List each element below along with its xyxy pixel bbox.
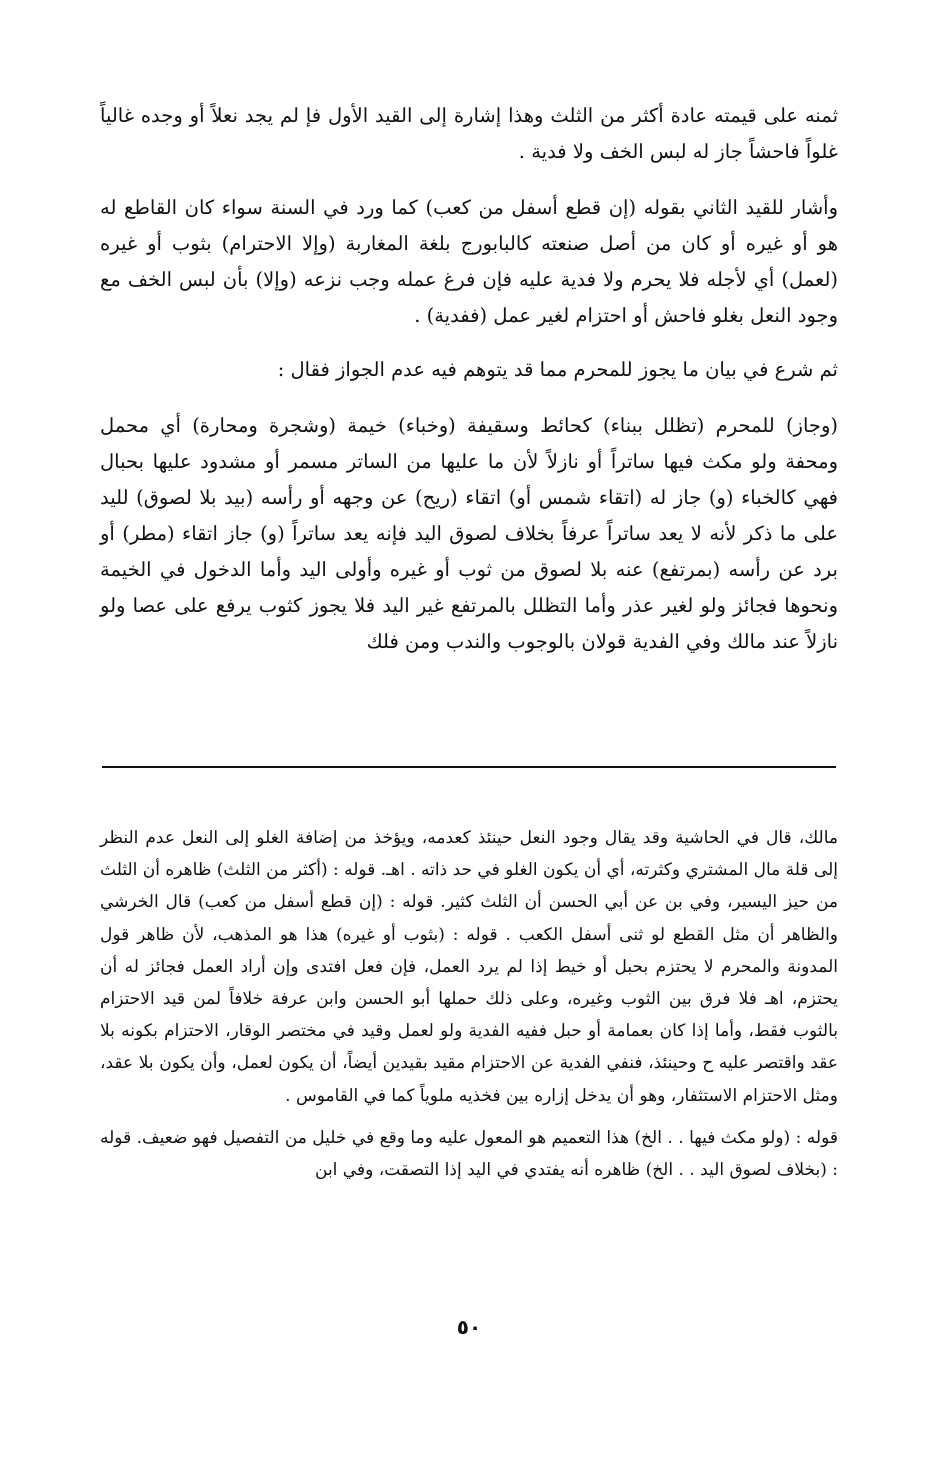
main-text [100,98,838,660]
footnote-divider [102,766,836,768]
main-paragraph: ثم شرع في بيان ما يجوز للمحرم مما قد يتوهم فيه عدم الجواز فقال : [277,358,838,381]
footnote-paragraph: مالك، قال في الحاشية وقد يقال وجود النعل حينئذ كعدمه، ويؤخذ من إضافة الغلو إلى النعل عدم النظر إلى قلة مال المشتري وكثرته، أي أن يكون الغلو في حد ذاته . اهـ. قوله : (أكثر من الثلث) ظاهره أن الثلث من حيز اليسير، وفي بن عن أبي الحسن أن الثلث كثير. قوله : (إن قطع أسفل من كعب) قال الخرشي والظاهر أن مثل القطع لو ثنى أسفل الكعب . قوله : (بثوب أو غيره) هذا هو المذهب، لأن ظاهر قول المدونة والمحرم لا يحتزم بحبل أو خيط إذا لم يرد العمل، فإن فعل افتدى وإن أراد العمل فجائز له أن يحتزم، اهـ فلا فرق بين الثوب وغيره، وعلى ذلك حملها أبو الحسن وابن عرفة خلافاً لمن قيد الاحتزام بالثوب فقط، وأما إذا كان بعمامة أو حبل ففيه الفدية ولو لعمل وقيد في مختصر الوقار، الاحتزام بكونه بلا عقد واقتصر عليه ح وحينئذ، فنفي الفدية عن الاحتزام مقيد بقيدين أيضاً، أن يكون لعمل، وأن يكون بلا عقد، ومثل الاحتزام الاستثفار، وهو أن يدخل إزاره بين فخذيه ملوياً كما في القاموس . [100,828,838,1106]
main-paragraph: ثمنه على قيمته عادة أكثر من الثلث وهذا إشارة إلى القيد الأول فإ لم يجد نعلاً أو وجده غالياً غلواً فاحشاً جاز له لبس الخف ولا فدية . [100,104,838,163]
footnote-paragraph: قوله : (ولو مكث فيها . . الخ) هذا التعميم هو المعول عليه وما وقع في خليل من التفصيل فهو ضعيف. قوله : (بخلاف لصوق اليد . . الخ) ظاهره أنه يفتدي في اليد إذا التصقت، وفي ابن [100,1127,838,1181]
main-paragraph: (وجاز) للمحرم (تظلل ببناء) كحائط وسقيفة (وخباء) خيمة (وشجرة ومحارة) أي محمل ومحفة ولو مكث فيها ساتراً أو نازلاً لأن ما عليها من الساتر مسمر أو مشدود عليها بحبال فهي كالخباء (و) جاز له (اتقاء شمس أو) اتقاء (ريح) عن وجهه أو رأسه (بيد بلا لصوق) لليد على ما ذكر لأنه لا يعد ساتراً عرفاً بخلاف لصوق اليد فإنه يعد ساتراً (و) جاز اتقاء (مطر) أو برد عن رأسه (بمرتفع) عنه بلا لصوق من ثوب أو غيره وأولى اليد وأما الدخول في الخيمة ونحوها فجائز ولو لغير عذر وأما التظلل بالمرتفع غير اليد فلا يجوز كثوب يرفع على عصا ولو نازلاً عند مالك وفي الفدية قولان بالوجوب والندب ومن فلك [100,414,839,653]
footnotes [100,822,838,1186]
page-number: ٥٠ [456,1315,482,1339]
main-paragraph: وأشار للقيد الثاني بقوله (إن قطع أسفل من كعب) كما ورد في السنة سواء كان القاطع له هو أو غيره أو كان من أصل صنعته كالبابورج بلغة المغاربة (وإلا الاحترام) بثوب أو غيره (لعمل) أي لأجله فلا يحرم ولا فدية عليه فإن فرغ عمله وجب نزعه (وإلا) بأن لبس الخف مع وجود النعل بغلو فاحش أو احتزام لغير عمل (ففدية) . [100,196,838,327]
